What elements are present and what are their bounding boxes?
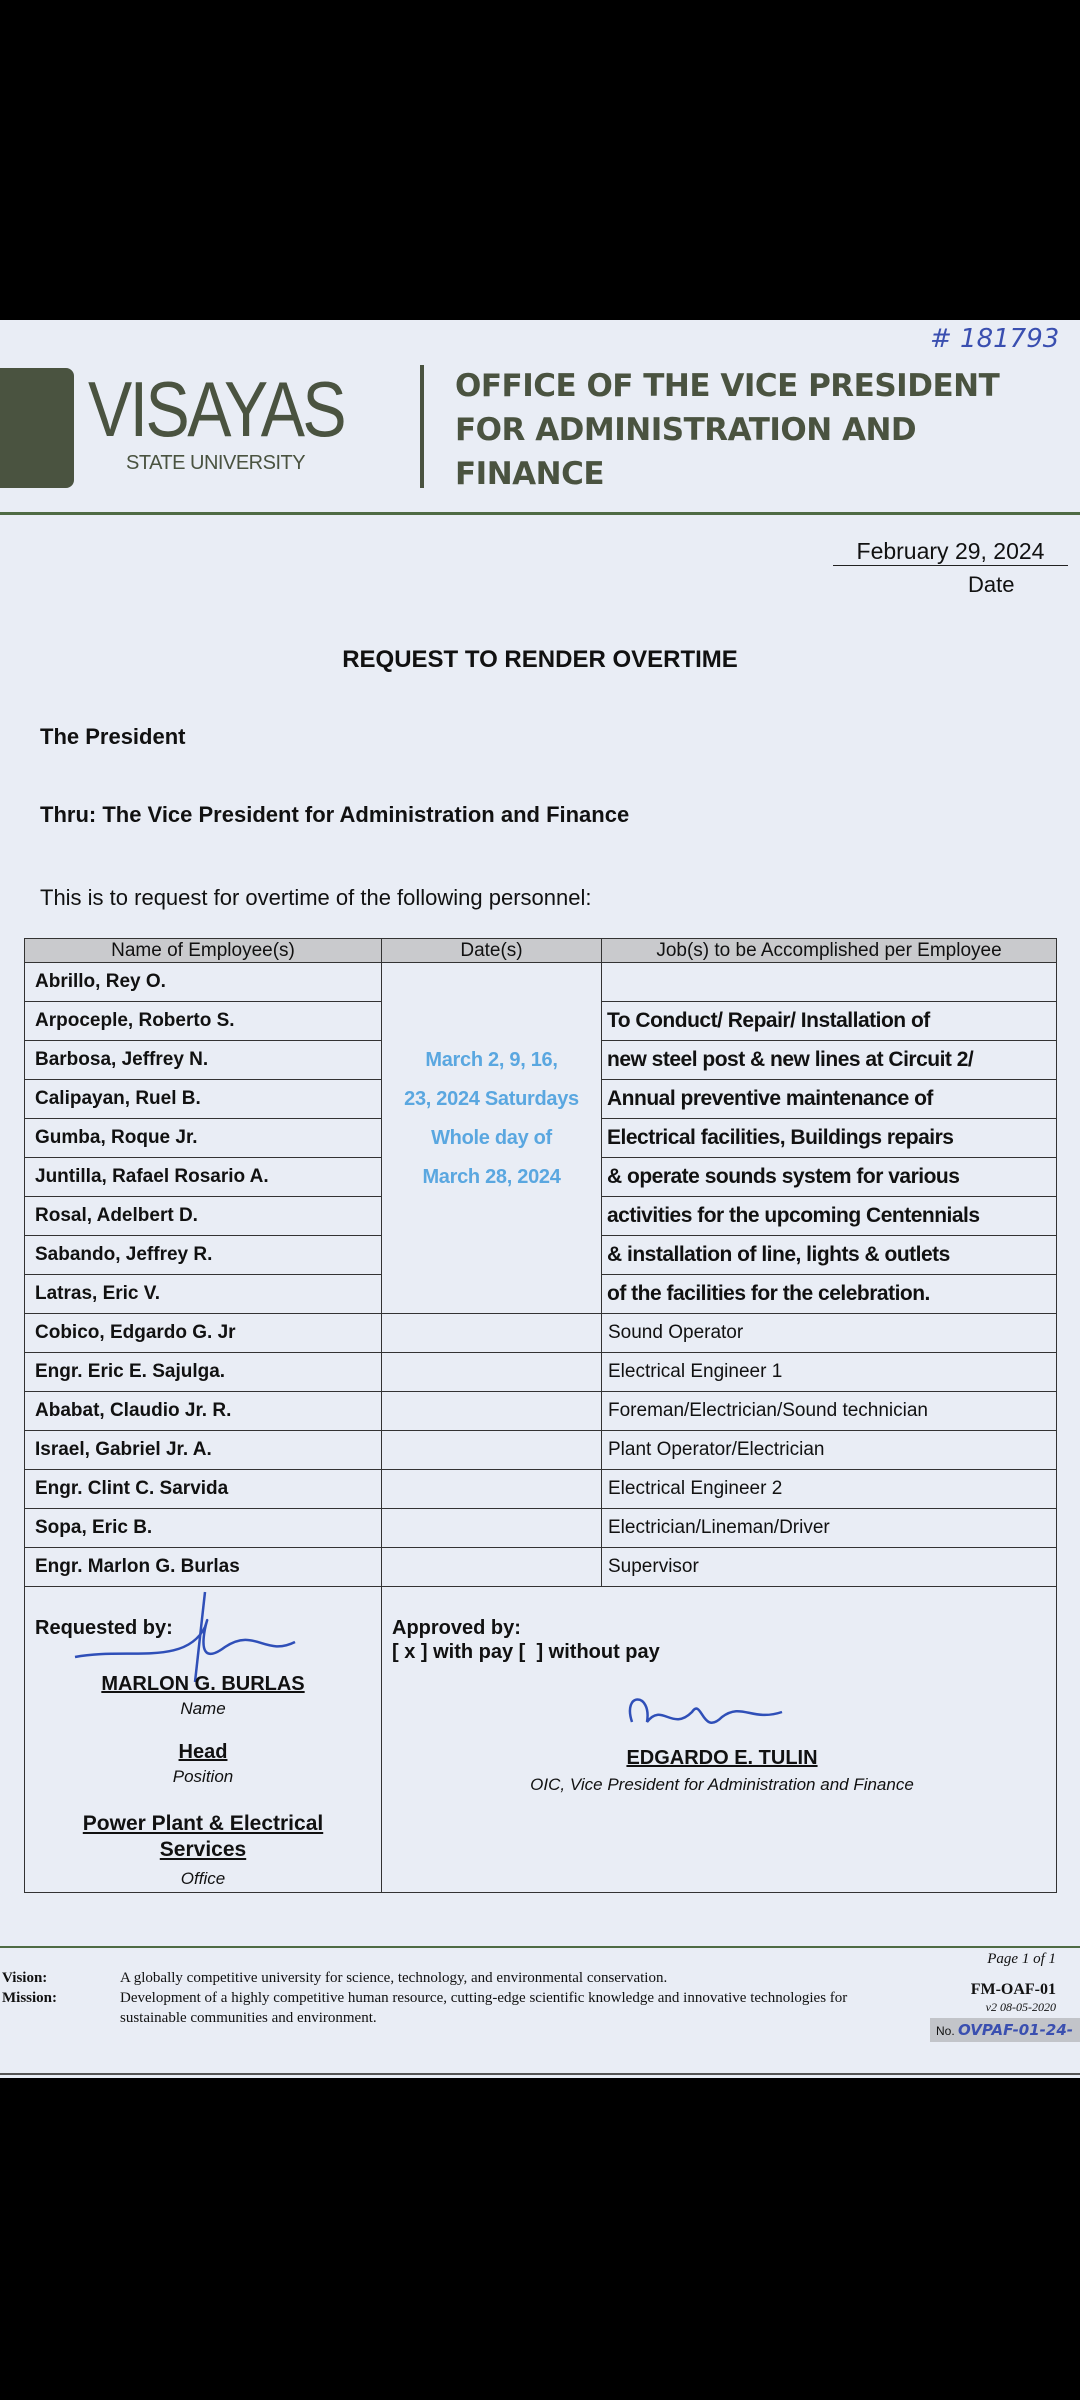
employee-name: Latras, Eric V. bbox=[25, 1275, 382, 1314]
signature-burlas bbox=[65, 1587, 325, 1687]
date-label: Date bbox=[968, 572, 1015, 597]
footer-labels bbox=[2, 1968, 57, 2008]
date-value: February 29, 2024 bbox=[833, 538, 1068, 566]
footer-rule bbox=[0, 1946, 1080, 1948]
col-header-jobs: Job(s) to be Accomplished per Employee bbox=[602, 939, 1057, 963]
requester-position: Head bbox=[178, 1741, 228, 1763]
table-row bbox=[25, 1236, 1057, 1275]
university-logo bbox=[0, 368, 74, 488]
employee-name: Gumba, Roque Jr. bbox=[25, 1119, 382, 1158]
table-row bbox=[25, 1158, 1057, 1197]
intro-text: This is to request for overtime of the following personnel: bbox=[40, 885, 592, 910]
col-header-dates: Date(s) bbox=[382, 939, 602, 963]
job-description: Sound Operator bbox=[602, 1314, 1057, 1353]
form-version: v2 08-05-2020 bbox=[985, 2000, 1056, 2014]
overtime-date bbox=[382, 1548, 602, 1587]
approved-by-block bbox=[382, 1587, 1057, 1893]
job-description: Annual preventive maintenance of bbox=[602, 1080, 1057, 1119]
thru-line: Thru: The Vice President for Administration and Finance bbox=[40, 802, 630, 827]
no-value: OVPAF-01-24- bbox=[958, 2021, 1074, 2039]
overtime-date: March 28, 2024 bbox=[382, 1158, 602, 1197]
table-row bbox=[25, 1275, 1057, 1314]
employee-name: Engr. Clint C. Sarvida bbox=[25, 1470, 382, 1509]
overtime-date bbox=[382, 1392, 602, 1431]
table-row bbox=[25, 963, 1057, 1002]
document-title: REQUEST TO RENDER OVERTIME bbox=[342, 646, 738, 673]
mission-label: Mission: bbox=[2, 1990, 58, 2006]
overtime-date bbox=[382, 1314, 602, 1353]
job-description: Electrical Engineer 1 bbox=[602, 1353, 1057, 1392]
table-row bbox=[25, 1002, 1057, 1041]
personnel-table bbox=[24, 938, 1057, 1893]
position-caption: Position bbox=[172, 1767, 234, 1786]
overtime-date bbox=[382, 1353, 602, 1392]
footer-text bbox=[120, 1968, 860, 2028]
requester-office: Power Plant & Electrical Services bbox=[82, 1812, 324, 1861]
job-description: Foreman/Electrician/Sound technician bbox=[602, 1392, 1057, 1431]
employee-name: Sopa, Eric B. bbox=[25, 1509, 382, 1548]
overtime-date bbox=[382, 1509, 602, 1548]
header-divider bbox=[420, 365, 424, 488]
addressee: The President bbox=[40, 724, 186, 749]
overtime-date: 23, 2024 Saturdays bbox=[382, 1080, 602, 1119]
table-row bbox=[25, 1197, 1057, 1236]
university-name: VISAYAS bbox=[88, 365, 345, 453]
overtime-date: March 2, 9, 16, bbox=[382, 1041, 602, 1080]
table-row bbox=[25, 1353, 1057, 1392]
table-row bbox=[25, 1548, 1057, 1587]
document-number bbox=[930, 2018, 1080, 2042]
form-code: FM-OAF-01 bbox=[970, 1981, 1056, 1998]
table-row bbox=[25, 1314, 1057, 1353]
mission-text: Development of a highly competitive human resource, cutting-edge scientific knowledge and innovative technologies for sustainable communities and environment. bbox=[120, 1990, 848, 2026]
job-description: of the facilities for the celebration. bbox=[602, 1275, 1057, 1314]
overtime-date bbox=[382, 1470, 602, 1509]
table-row bbox=[25, 1119, 1057, 1158]
requester-name: MARLON G. BURLAS bbox=[101, 1673, 305, 1695]
employee-name: Engr. Marlon G. Burlas bbox=[25, 1548, 382, 1587]
approver-name: EDGARDO E. TULIN bbox=[626, 1747, 818, 1769]
table-row bbox=[25, 1041, 1057, 1080]
office-line: FINANCE bbox=[455, 456, 605, 492]
table-row bbox=[25, 1509, 1057, 1548]
office-line: FOR ADMINISTRATION AND bbox=[455, 412, 917, 448]
approver-title: OIC, Vice President for Administration and Finance bbox=[530, 1775, 914, 1794]
approved-by-label: Approved by: bbox=[392, 1617, 521, 1639]
header-rule bbox=[0, 512, 1080, 515]
handwritten-reference: # 181793 bbox=[930, 324, 1060, 354]
job-description: Supervisor bbox=[602, 1548, 1057, 1587]
job-description: Electrical facilities, Buildings repairs bbox=[602, 1119, 1057, 1158]
employee-name: Israel, Gabriel Jr. A. bbox=[25, 1431, 382, 1470]
requested-by-block bbox=[25, 1587, 382, 1893]
table-row bbox=[25, 1470, 1057, 1509]
office-line: OFFICE OF THE VICE PRESIDENT bbox=[455, 368, 1000, 404]
job-description: To Conduct/ Repair/ Installation of bbox=[602, 1002, 1057, 1041]
document-page bbox=[0, 320, 1080, 2078]
name-caption: Name bbox=[180, 1699, 226, 1718]
employee-name: Engr. Eric E. Sajulga. bbox=[25, 1353, 382, 1392]
job-description: Electrical Engineer 2 bbox=[602, 1470, 1057, 1509]
employee-name: Barbosa, Jeffrey N. bbox=[25, 1041, 382, 1080]
pay-option: [ x ] with pay [ ] without pay bbox=[392, 1641, 660, 1663]
table-row bbox=[25, 1431, 1057, 1470]
employee-name: Juntilla, Rafael Rosario A. bbox=[25, 1158, 382, 1197]
requested-by-label: Requested by: bbox=[35, 1617, 173, 1639]
page-bottom-edge bbox=[0, 2073, 1080, 2075]
vision-text: A globally competitive university for science, technology, and environmental conservation. bbox=[120, 1970, 668, 1986]
employee-name: Abrillo, Rey O. bbox=[25, 963, 382, 1002]
job-description: Plant Operator/Electrician bbox=[602, 1431, 1057, 1470]
page-number: Page 1 of 1 bbox=[987, 1951, 1056, 1967]
job-description: & operate sounds system for various bbox=[602, 1158, 1057, 1197]
job-description: Electrician/Lineman/Driver bbox=[602, 1509, 1057, 1548]
employee-name: Cobico, Edgardo G. Jr bbox=[25, 1314, 382, 1353]
office-caption: Office bbox=[180, 1869, 226, 1888]
overtime-date bbox=[382, 1002, 602, 1041]
job-description: new steel post & new lines at Circuit 2/ bbox=[602, 1041, 1057, 1080]
office-title bbox=[455, 364, 999, 496]
table-row bbox=[25, 1080, 1057, 1119]
job-description: & installation of line, lights & outlets bbox=[602, 1236, 1057, 1275]
employee-name: Rosal, Adelbert D. bbox=[25, 1197, 382, 1236]
overtime-date bbox=[382, 1275, 602, 1314]
overtime-date bbox=[382, 963, 602, 1002]
col-header-name: Name of Employee(s) bbox=[25, 939, 382, 963]
overtime-date bbox=[382, 1197, 602, 1236]
no-label: No. bbox=[936, 2024, 955, 2038]
university-subtitle: STATE UNIVERSITY bbox=[126, 452, 306, 474]
employee-name: Arpoceple, Roberto S. bbox=[25, 1002, 382, 1041]
table-row bbox=[25, 1392, 1057, 1431]
vision-label: Vision: bbox=[2, 1970, 48, 1986]
overtime-date bbox=[382, 1236, 602, 1275]
job-description: activities for the upcoming Centennials bbox=[602, 1197, 1057, 1236]
employee-name: Sabando, Jeffrey R. bbox=[25, 1236, 382, 1275]
overtime-date bbox=[382, 1431, 602, 1470]
overtime-date: Whole day of bbox=[382, 1119, 602, 1158]
employee-name: Ababat, Claudio Jr. R. bbox=[25, 1392, 382, 1431]
employee-name: Calipayan, Ruel B. bbox=[25, 1080, 382, 1119]
job-description bbox=[602, 963, 1057, 1002]
signature-tulin bbox=[612, 1682, 812, 1744]
